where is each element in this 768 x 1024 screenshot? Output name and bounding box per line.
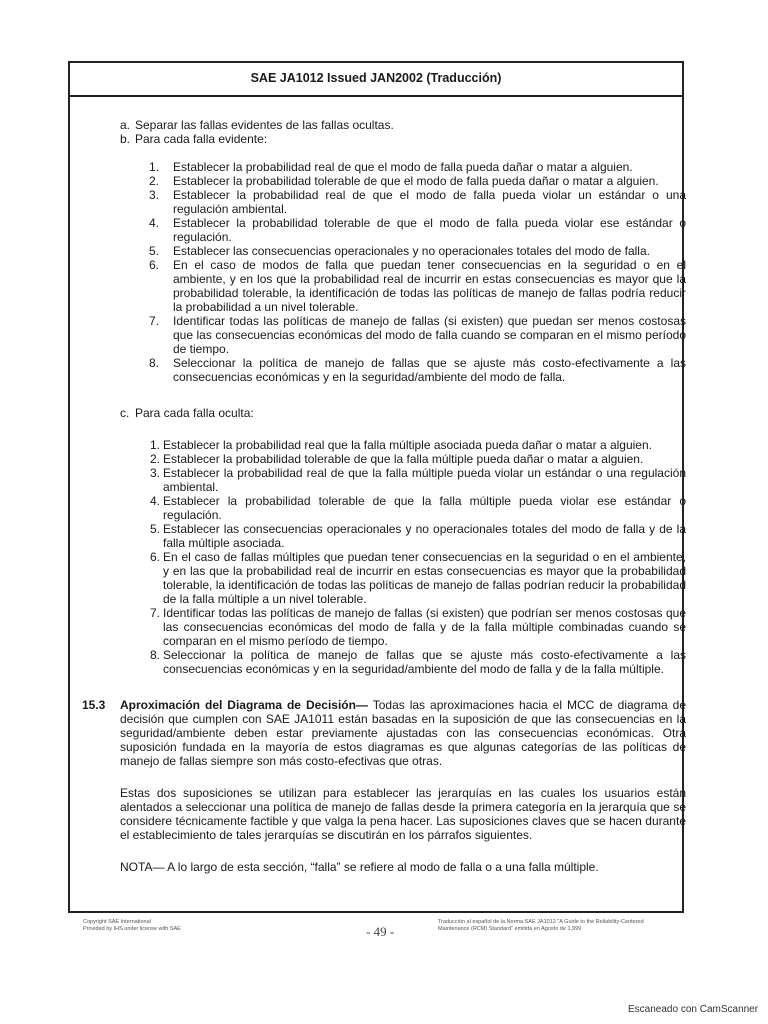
item-number: 2. — [150, 452, 161, 466]
section-title: Aproximación del Diagrama de Decisión— — [120, 698, 368, 712]
hidden-failure-steps — [150, 438, 686, 676]
item-number: 1. — [149, 160, 160, 174]
note-paragraph: NOTA— A lo largo de esta sección, “falla” se refiere al modo de falla o a una falla múltiple. — [120, 860, 599, 874]
list-item — [150, 438, 686, 452]
list-item — [150, 648, 686, 676]
list-key: a. — [120, 118, 131, 132]
paragraph-hierarchies: Estas dos suposiciones se utilizan para establecer las jerarquías en las cuales los usuarios están alentados a seleccionar una política de manejo de fallas desde la primera categoría en la jerarquía que se considere técnicamente factible y que valga la pena hacer. Las suposiciones claves que se hacen durante el establecimiento de tales jerarquías se discutirán en los párrafos siguientes. — [120, 786, 686, 842]
item-number: 3. — [149, 188, 160, 202]
list-item — [147, 314, 686, 356]
page-number: - 49 - — [366, 924, 395, 939]
item-text: Establecer las consecuencias operacionales y no operacionales totales del modo de falla y de la falla múltiple asociada. — [163, 522, 686, 550]
list-item — [150, 466, 686, 494]
item-text: Identificar todas las políticas de manejo de fallas (si existen) que puedan ser menos costosas que las consecuencias económicas del modo de falla cuando se comparan en el mismo período de tiempo. — [173, 314, 686, 356]
list-item — [150, 522, 686, 550]
item-number: 5. — [150, 522, 161, 536]
evident-failure-steps — [147, 160, 686, 384]
license-line: Provided by IHS under license with SAE — [83, 925, 181, 932]
list-item — [147, 258, 686, 314]
item-number: 4. — [149, 216, 160, 230]
item-number: 8. — [149, 356, 160, 370]
item-text: Establecer la probabilidad real de que la falla múltiple pueda violar un estándar o una regulación ambiental. — [163, 466, 686, 494]
list-item — [147, 216, 686, 244]
list-key: b. — [120, 132, 131, 146]
list-item — [150, 452, 686, 466]
item-text: Identificar todas las políticas de manejo de fallas (si existen) que podrían ser menos costosas que las consecuencias económicas del modo de falla y de la falla múltiple combinadas cuando se comparan en el mismo período de tiempo. — [163, 606, 686, 648]
list-item — [150, 550, 686, 606]
list-item — [147, 356, 686, 384]
item-text: En el caso de modos de falla que puedan tener consecuencias en la seguridad o en el ambiente, y en los que la probabilidad real de incurrir en estas consecuencias es mayor que la probabilidad tolerable, la identificación de todas las políticas de manejo de fallas podría reducir la probabilidad a un nivel tolerable. — [173, 258, 686, 314]
list-item — [147, 244, 686, 258]
item-text: Establecer la probabilidad real de que el modo de falla pueda dañar o matar a alguien. — [173, 160, 633, 174]
list-text: Para cada falla evidente: — [135, 132, 268, 146]
list-text: Para cada falla oculta: — [135, 406, 254, 420]
page-frame — [68, 61, 684, 913]
list-item — [147, 160, 686, 174]
item-number: 7. — [150, 606, 161, 620]
list-key: c. — [120, 406, 130, 420]
footer-right — [438, 919, 688, 932]
item-text: Establecer las consecuencias operacionales y no operacionales totales del modo de falla. — [173, 244, 650, 258]
item-text: Establecer la probabilidad tolerable de que el modo de falla pueda violar ese estándar o regulación. — [173, 216, 686, 244]
item-number: 4. — [150, 494, 161, 508]
list-text: Separar las fallas evidentes de las fallas ocultas. — [135, 118, 394, 132]
footer-left — [83, 919, 181, 932]
item-number: 6. — [150, 550, 161, 564]
copyright-line: Copyright SAE International — [83, 919, 151, 925]
item-text: En el caso de fallas múltiples que puedan tener consecuencias en la seguridad o en el ambiente, y en las que la probabilidad real de incurrir en estas consecuencias es mayor que la probabilidad tolerable, la identificación de todas las políticas de manejo de fallas podrían reducir la probabilidad de la falla múltiple a un nivel tolerable. — [163, 550, 686, 606]
list-item — [150, 606, 686, 648]
item-text: Establecer la probabilidad real de que el modo de falla pueda violar un estándar o una regulación ambiental. — [173, 188, 686, 216]
item-text: Establecer la probabilidad real que la falla múltiple asociada pueda dañar o matar a alguien. — [163, 438, 652, 452]
section-paragraph — [120, 698, 686, 768]
item-number: 5. — [149, 244, 160, 258]
camscanner-watermark: Escaneado con CamScanner — [628, 1004, 759, 1015]
translation-line-2: Maintenance (RCM) Standard" emitida en Agosto de 1,999 — [438, 925, 582, 932]
item-text: Seleccionar la política de manejo de fallas que se ajuste más costo-efectivamente a las consecuencias económicas y en la seguridad/ambiente del modo de falla. — [173, 356, 686, 384]
item-text: Establecer la probabilidad tolerable de que la falla múltiple pueda violar ese estándar o regulación. — [163, 494, 686, 522]
list-item — [150, 494, 686, 522]
item-text: Seleccionar la política de manejo de fallas que se ajuste más costo-efectivamente a las consecuencias económicas y en la seguridad/ambiente del modo de falla y de la falla múltiple. — [163, 648, 686, 676]
list-item — [147, 174, 686, 188]
item-number: 8. — [150, 648, 161, 662]
item-number: 7. — [149, 314, 160, 328]
top-list — [120, 118, 660, 146]
hidden-failure-heading — [120, 406, 660, 420]
list-item-a — [120, 118, 660, 132]
item-number: 2. — [149, 174, 160, 188]
item-number: 3. — [150, 466, 161, 480]
list-item-c — [120, 406, 660, 420]
item-text: Establecer la probabilidad tolerable de que la falla múltiple pueda dañar o matar a alguien. — [163, 452, 644, 466]
list-item-b — [120, 132, 660, 146]
list-item — [147, 188, 686, 216]
section-15-3 — [82, 698, 686, 768]
page-content — [70, 95, 686, 911]
item-number: 6. — [149, 258, 160, 272]
translation-line: Traducción al español de la Norma SAE JA1012 "A Guide to the Reliability-Centered — [438, 919, 644, 925]
section-body: Todas las aproximaciones hacia el MCC de diagrama de decisión que cumplen con SAE JA1011 están basadas en la suposición de que las consecuencias en la seguridad/ambiente deben estar previamente ajustadas con las consecuencias económicas. Otra suposición fundada en la mayoría de estos diagramas es que algunas categorías de las políticas de manejo de fallas siempre son más costo-efectivas que otras. — [120, 698, 686, 768]
item-text: Establecer la probabilidad tolerable de que el modo de falla pueda dañar o matar a alguien. — [173, 174, 659, 188]
item-number: 1. — [150, 438, 161, 452]
page-header: SAE JA1012 Issued JAN2002 (Traducción) — [70, 63, 682, 97]
section-number: 15.3 — [82, 698, 106, 712]
